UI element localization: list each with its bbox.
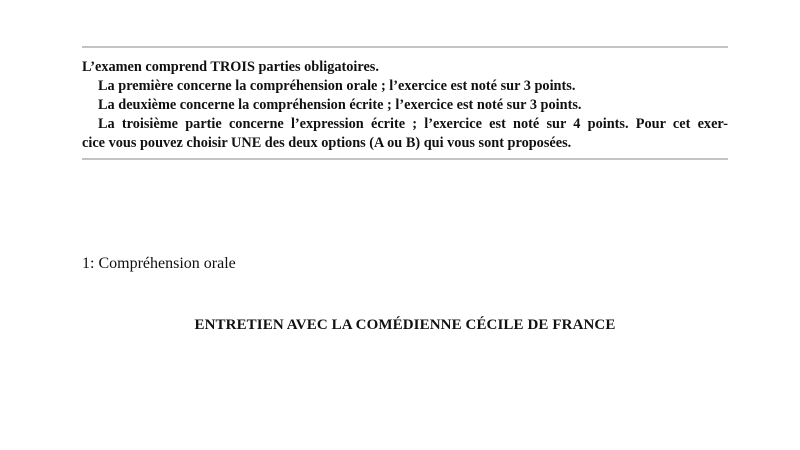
instructions-part-3-line-1: La troisième partie concerne l’expression écrite ; l’exercice est noté sur 4 points. Pour cet exer- (98, 116, 728, 132)
instructions-intro: L’examen comprend TROIS parties obligatoires. (82, 59, 379, 75)
article-title: ENTRETIEN AVEC LA COMÉDIENNE CÉCILE DE FRANCE (194, 317, 616, 333)
section-heading: 1: Compréhension orale (82, 255, 236, 272)
instructions-part-3-line-2: cice vous pouvez choisir UNE des deux options (A ou B) qui vous sont proposées. (82, 135, 572, 151)
instructions-part-2: La deuxième concerne la compréhension écrite ; l’exercice est noté sur 3 points. (98, 97, 582, 113)
instructions-part-1: La première concerne la compréhension orale ; l’exercice est noté sur 3 points. (98, 78, 576, 94)
exam-instructions-box (82, 46, 728, 160)
